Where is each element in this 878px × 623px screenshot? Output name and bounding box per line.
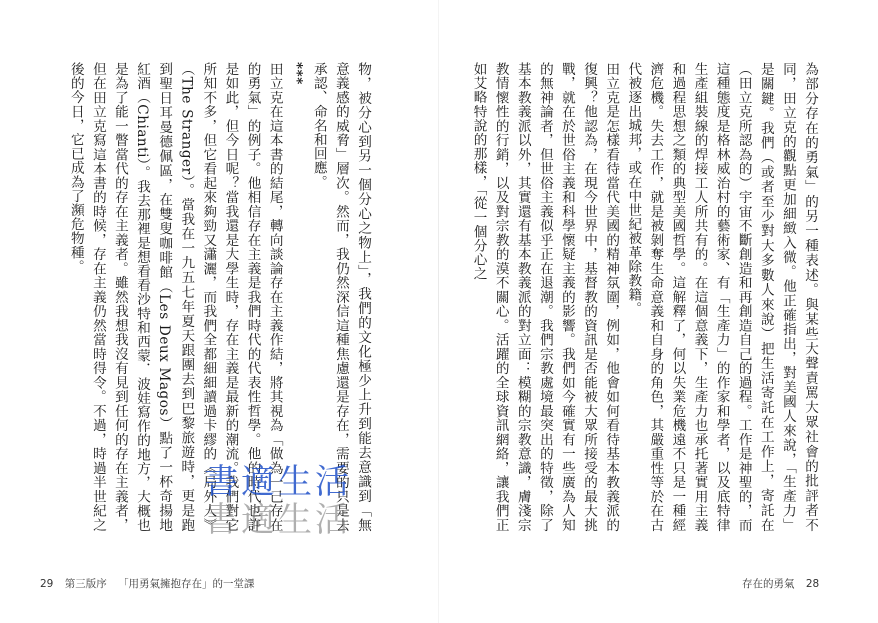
left-folio	[40, 576, 263, 591]
right-page-number: 28	[805, 578, 820, 590]
right-paragraph-1: 為部分存在的勇氣」的另一種表述。與某些大聲責罵大眾社會的批評者不同，田立克的觀點更加細緻入微。他正確指出，對美國人來說，「生產力」是關鍵。我們（或者至少對大多數人來說）把生活寄託在工作上，寄託在（田立克所認為的）宇宙不斷創造和再創造自己的過程。工作是神聖的，而這種態度是格林威治村的藝術家、有「生產力」的作家和學者，以及底特律生產組裝線的焊接工人所共有的。在這個意義下，生產力也承托著實用主義和過程思想之類的典型美國哲學。這解釋了，何以失業危機遠不只是一種經濟危機。失去工作，就是被剝奪生命意義和自身的角色，其嚴重性等於在古代被逐出城邦，或在中世紀被革除教籍。	[625, 62, 818, 532]
watermark-text-top: 書適生活	[204, 462, 352, 502]
watermark	[204, 462, 352, 540]
left-running-head-section: 第三版序	[64, 578, 107, 590]
right-paragraph-2: 田立克是怎樣看待當代美國的精神氛圍，例如，他會如何看待基本教義派的復興？他認為，在現今世界中，基督教的資訊是否能被大眾所接受的最大挑戰，就在於世俗主義和科學懷疑主義的影響。我們如今確實有一些廣為人知的無神論者，但世俗主義似乎正在退潮。我們宗教處境最突出的特徵，除了基本教義派以外，其實還有基本教義派的對立面：模糊的宗教意識，膚淺宗教情懷性的行銷，以及對宗教的漠不關心。活躍的全球資訊網絡，讓我們正如艾略特說的那樣，「從一個分心之	[470, 62, 620, 532]
section-break-stars: ***	[288, 62, 305, 85]
right-folio	[742, 576, 827, 591]
left-running-head-title: 「用勇氣擁抱存在」的一堂課	[118, 578, 255, 590]
right-running-head-title: 存在的勇氣	[742, 578, 795, 590]
left-paragraph-2: 田立克在這本書的結尾，轉向談論存在主義作結，將其視為「做為一己存在的勇氣」的例子。他相信存在主義是我們時代的代表性哲學。他的時代也許是如此，但今日呢？當我還是大學生時，存在主義是最新的潮流。我們對它所知不多，但它看起來夠勁又瀟灑，而我們全都細細讀過卡繆的《局外人》（The Stranger）。當我在一九五七年夏天跟團去到巴黎旅遊時，更是跑到聖日耳曼德佩區，在雙叟咖啡館（Les Deux Magos）點了一杯奇揚地紅酒（Chianti）。我去那裡是想看看沙特和西蒙．波娃寫作的地方，大概也是為了能一瞥當代的存在主義者。雖然我想我沒有見到任何的存在主義者，但在田立克寫這本書的時候，存在主義仍然當時得令。不過，時過半世紀之後的今日，它已成為了瀕危物種。	[67, 62, 283, 532]
watermark-text-bottom: 書適生活	[204, 500, 352, 540]
left-paragraph-1: 物，被分心到另一個分心之物上」，我們的文化極少上升到能去意識到「無意義感的威脅」層次。然而，我仍然深信這種焦慮還是存在，需要的只是去承認、命名和回應。	[310, 62, 371, 532]
right-page	[439, 0, 878, 623]
left-page-number: 29	[40, 578, 54, 590]
right-page-body	[470, 62, 821, 532]
